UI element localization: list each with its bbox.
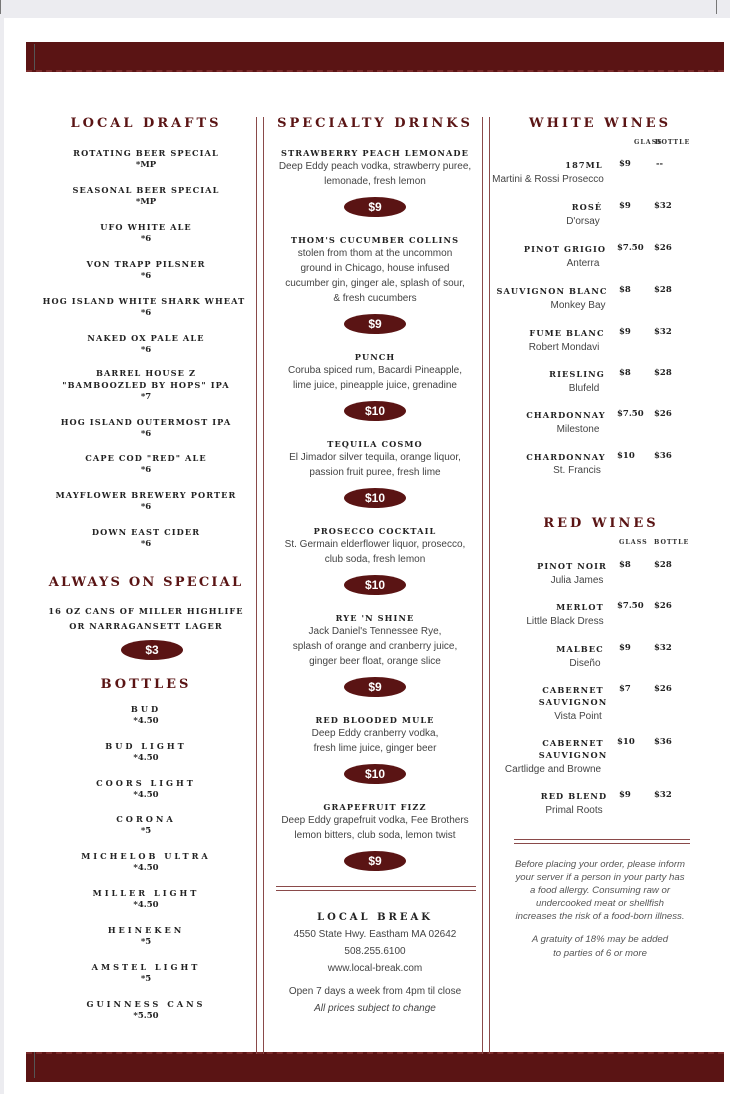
wine-bottle-price: $32: [654, 643, 672, 653]
crop-mark: [0, 0, 1, 14]
bottle-name: GUINNESS CANS: [86, 999, 206, 1009]
drink-desc: Jack Daniel's Tennessee Rye,: [308, 626, 442, 637]
crop-mark: [34, 44, 35, 70]
wine-name: RED BLEND: [540, 791, 608, 801]
drink-name: TEQUILA COSMO: [327, 439, 423, 449]
wine-bottle-price: $26: [654, 684, 672, 694]
venue-phone: 508.255.6100: [344, 946, 406, 957]
drink-desc: lemon bitters, club soda, lemon twist: [294, 830, 456, 841]
wine-glass-price: $9: [619, 643, 631, 653]
wine-producer: Vista Point: [554, 711, 602, 722]
wine-glass-price: $10: [617, 451, 635, 461]
allergy-line: Before placing your order, please inform: [514, 859, 686, 870]
section-divider: [514, 839, 690, 844]
top-banner: [26, 42, 724, 72]
drink-desc: El Jimador silver tequila, orange liquor,: [289, 452, 461, 463]
drink-price-badge: $9: [344, 197, 406, 217]
draft-name: MAYFLOWER BREWERY PORTER: [55, 490, 237, 500]
draft-name: VON TRAPP PILSNER: [86, 259, 206, 269]
bottles-heading: BOTTLES: [100, 677, 192, 692]
draft-price: *6: [140, 345, 152, 355]
drink-name: THOM'S CUCUMBER COLLINS: [290, 235, 460, 245]
special-line: 16 OZ CANS OF MILLER HIGHLIFE: [48, 606, 244, 616]
drink-desc: lime juice, pineapple juice, grenadine: [293, 380, 457, 391]
special-price-badge: $3: [121, 640, 183, 660]
drink-price-badge: $10: [344, 488, 406, 508]
bottle-price: *5: [140, 974, 152, 984]
draft-name: BARREL HOUSE Z: [95, 368, 197, 378]
venue-address: 4550 State Hwy. Eastham MA 02642: [293, 929, 457, 940]
bottle-name: MILLER LIGHT: [92, 888, 200, 898]
drink-name: PROSECCO COCKTAIL: [313, 526, 437, 536]
wine-producer: St. Francis: [553, 465, 601, 476]
drink-desc: Coruba spiced rum, Bacardi Pineapple,: [288, 365, 462, 376]
bottle-name: BUD LIGHT: [105, 741, 187, 751]
drink-desc: ginger beer float, orange slice: [309, 656, 441, 667]
wine-name: MALBEC: [556, 644, 604, 654]
wine-bottle-price: $32: [654, 327, 672, 337]
drink-desc: cucumber gin, ginger ale, splash of sour,: [285, 278, 465, 289]
local-drafts-heading: LOCAL DRAFTS: [70, 116, 222, 131]
draft-price: *6: [140, 308, 152, 318]
draft-name: CAPE COD "RED" ALE: [85, 453, 207, 463]
wine-glass-price: $8: [619, 285, 631, 295]
bottle-name: CORONA: [116, 814, 176, 824]
bottle-name: AMSTEL LIGHT: [91, 962, 201, 972]
drink-desc: stolen from thom at the uncommon: [297, 248, 453, 259]
draft-name: ROTATING BEER SPECIAL: [73, 148, 219, 158]
draft-name: HOG ISLAND OUTERMOST IPA: [60, 417, 232, 427]
wine-bottle-price: $36: [654, 451, 672, 461]
wine-bottle-price: $28: [654, 560, 672, 570]
draft-name-line2: "BAMBOOZLED BY HOPS" IPA: [62, 380, 230, 390]
drink-price-badge: $10: [344, 575, 406, 595]
wine-name: CHARDONNAY: [526, 410, 606, 420]
wine-glass-price: $8: [619, 368, 631, 378]
bottle-column-header: BOTTLE: [654, 539, 690, 546]
bottle-price: *5: [140, 937, 152, 947]
crop-mark: [716, 0, 717, 14]
bottle-name: COORS LIGHT: [96, 778, 196, 788]
wine-name: CABERNET: [542, 738, 604, 748]
draft-price: *6: [140, 271, 152, 281]
special-line: OR NARRAGANSETT LAGER: [69, 621, 223, 631]
drink-desc: Deep Eddy cranberry vodka,: [311, 728, 439, 739]
draft-name: SEASONAL BEER SPECIAL: [72, 185, 220, 195]
wine-glass-price: $9: [619, 327, 631, 337]
wine-name: FUME BLANC: [529, 328, 605, 338]
wine-producer: Cartlidge and Browne: [504, 764, 602, 775]
bottle-price: *4.50: [133, 753, 159, 763]
bottom-banner: [26, 1052, 724, 1082]
drink-desc: fresh lime juice, ginger beer: [313, 743, 437, 754]
wine-glass-price: $9: [619, 790, 631, 800]
wine-producer: Milestone: [556, 424, 600, 435]
wine-name: 187ML: [565, 160, 603, 170]
draft-price: *6: [140, 429, 152, 439]
wine-producer: Primal Roots: [545, 805, 603, 816]
wine-producer: Diseño: [569, 658, 601, 669]
drink-name: PUNCH: [354, 352, 396, 362]
gratuity-line: to parties of 6 or more: [553, 948, 647, 959]
bottle-price: *4.50: [133, 900, 159, 910]
draft-name: UFO WHITE ALE: [100, 222, 192, 232]
wine-glass-price: $9: [619, 201, 631, 211]
wine-producer: Martini & Rossi Prosecco: [492, 174, 604, 185]
wine-glass-price: $7.50: [617, 409, 644, 419]
allergy-line: increases the risk of a food-born illness.: [515, 911, 685, 922]
drink-price-badge: $9: [344, 851, 406, 871]
drink-desc: & fresh cucumbers: [333, 293, 417, 304]
wine-name: PINOT NOIR: [537, 561, 607, 571]
allergy-line: a food allergy. Consuming raw or: [529, 885, 671, 896]
venue-name: LOCAL BREAK: [317, 912, 433, 923]
drink-desc: Deep Eddy grapefruit vodka, Fee Brothers: [281, 815, 469, 826]
wine-glass-price: $9: [619, 159, 631, 169]
specialty-drinks-heading: SPECIALTY DRINKS: [277, 116, 473, 131]
draft-price: *6: [140, 539, 152, 549]
draft-price: *MP: [135, 197, 157, 207]
bottle-price: *5.50: [133, 1011, 159, 1021]
wine-producer: Monkey Bay: [550, 300, 606, 311]
crop-mark: [34, 1052, 35, 1078]
drink-price-badge: $9: [344, 677, 406, 697]
wine-producer: D'orsay: [566, 216, 600, 227]
drink-desc: Deep Eddy peach vodka, strawberry puree,: [278, 161, 472, 172]
allergy-line: undercooked meat or shellfish: [536, 898, 664, 909]
section-divider: [276, 886, 476, 891]
draft-price: *7: [140, 392, 152, 402]
drink-price-badge: $10: [344, 401, 406, 421]
drink-desc: club soda, fresh lemon: [324, 554, 426, 565]
wine-producer: Blufeld: [568, 383, 600, 394]
column-divider: [482, 117, 490, 1054]
drink-desc: ground in Chicago, house infused: [300, 263, 450, 274]
draft-name: HOG ISLAND WHITE SHARK WHEAT: [42, 296, 246, 306]
drink-price-badge: $10: [344, 764, 406, 784]
glass-column-header: GLASS: [619, 539, 648, 546]
wine-name: RIESLING: [549, 369, 605, 379]
draft-price: *MP: [135, 160, 157, 170]
bottle-column-header: BOTTLE: [655, 139, 691, 146]
venue-hours: Open 7 days a week from 4pm til close: [288, 986, 462, 997]
drink-name: STRAWBERRY PEACH LEMONADE: [281, 148, 469, 158]
wine-glass-price: $7: [619, 684, 631, 694]
wine-bottle-price: $28: [654, 368, 672, 378]
wine-name: SAUVIGNON BLANC: [496, 286, 608, 296]
wine-glass-price: $7.50: [617, 243, 644, 253]
gratuity-line: A gratuity of 18% may be added: [531, 934, 669, 945]
wine-bottle-price: $32: [654, 790, 672, 800]
draft-price: *6: [140, 465, 152, 475]
drink-name: GRAPEFRUIT FIZZ: [323, 802, 427, 812]
wine-producer: Anterra: [566, 258, 600, 269]
wine-name: PINOT GRIGIO: [523, 244, 607, 254]
venue-website: www.local-break.com: [327, 963, 423, 974]
wine-glass-price: $7.50: [617, 601, 644, 611]
red-wines-heading: RED WINES: [543, 516, 659, 531]
wine-bottle-price: $32: [654, 201, 672, 211]
price-note: All prices subject to change: [314, 1003, 436, 1014]
drink-desc: passion fruit puree, fresh lime: [309, 467, 441, 478]
bottle-price: *5: [140, 826, 152, 836]
bottle-price: *4.50: [133, 863, 159, 873]
wine-bottle-price: --: [656, 159, 664, 169]
draft-price: *6: [140, 502, 152, 512]
draft-price: *6: [140, 234, 152, 244]
wine-producer: Julia James: [550, 575, 604, 586]
wine-bottle-price: $26: [654, 409, 672, 419]
allergy-line: your server if a person in your party has: [515, 872, 685, 883]
drink-desc: lemonade, fresh lemon: [324, 176, 426, 187]
always-on-special-heading: ALWAYS ON SPECIAL: [48, 575, 244, 590]
draft-name: NAKED OX PALE ALE: [87, 333, 205, 343]
bottle-name: BUD: [130, 704, 162, 714]
drink-price-badge: $9: [344, 314, 406, 334]
wine-glass-price: $10: [617, 737, 635, 747]
wine-name-line2: SAUVIGNON: [538, 750, 608, 760]
drink-name: RED BLOODED MULE: [315, 715, 435, 725]
wine-glass-price: $8: [619, 560, 631, 570]
wine-producer: Robert Mondavi: [528, 342, 600, 353]
wine-name-line2: SAUVIGNON: [538, 697, 608, 707]
wine-name: ROSÉ: [571, 202, 603, 212]
drink-name: RYE 'N SHINE: [335, 613, 415, 623]
column-divider: [256, 117, 264, 1054]
wine-bottle-price: $26: [654, 243, 672, 253]
wine-name: CHARDONNAY: [526, 452, 606, 462]
wine-bottle-price: $26: [654, 601, 672, 611]
wine-name: MERLOT: [556, 602, 604, 612]
wine-bottle-price: $36: [654, 737, 672, 747]
bottle-name: MICHELOB ULTRA: [81, 851, 211, 861]
wine-producer: Little Black Dress: [526, 616, 604, 627]
bottle-price: *4.50: [133, 716, 159, 726]
glass-column-header: GLASS: [634, 139, 663, 146]
drink-desc: St. Germain elderflower liquor, prosecco,: [284, 539, 466, 550]
bottle-price: *4.50: [133, 790, 159, 800]
wine-bottle-price: $28: [654, 285, 672, 295]
wine-name: CABERNET: [542, 685, 604, 695]
bottle-name: HEINEKEN: [107, 925, 185, 935]
draft-name: DOWN EAST CIDER: [91, 527, 201, 537]
drink-desc: splash of orange and cranberry juice,: [292, 641, 458, 652]
white-wines-heading: WHITE WINES: [529, 116, 671, 131]
